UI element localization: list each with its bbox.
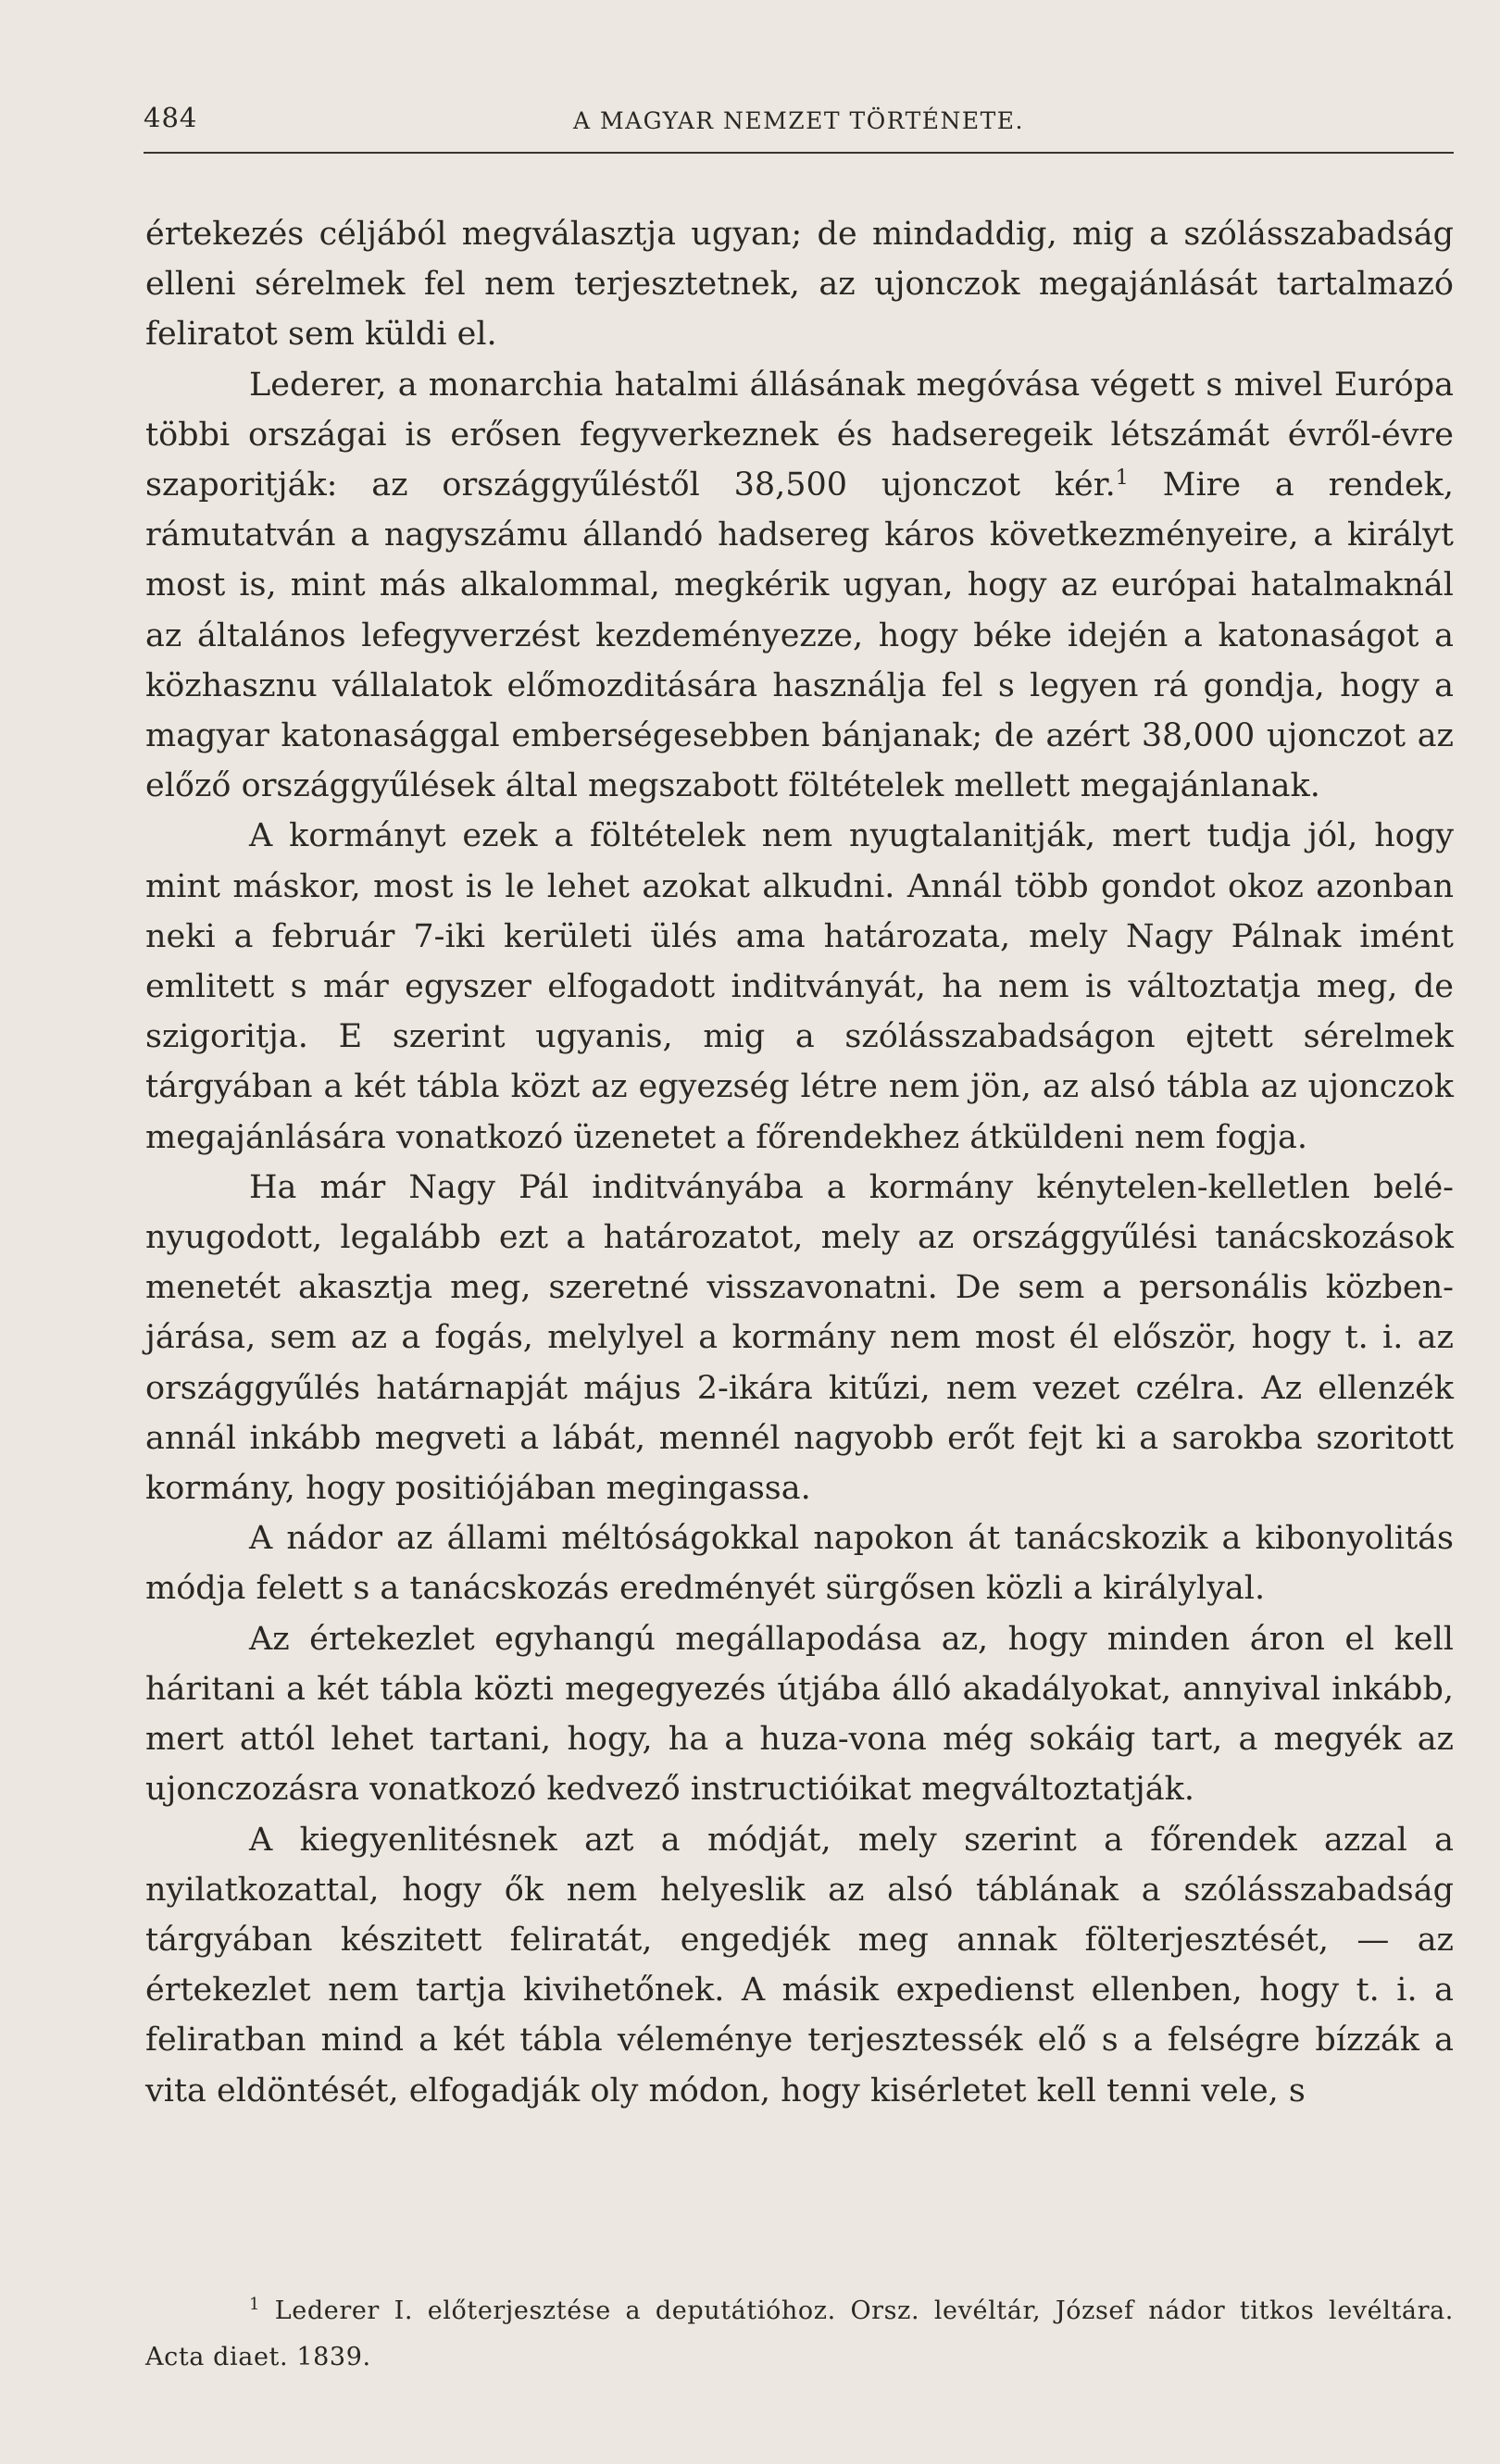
paragraph: Ha már Nagy Pál inditványába a kormány kénytelen-kelletlen belényugodott, legalább ezt a határozatot, mely az országgyűlési tanácskozások menetét akasztja meg, szeretné visszavonatni. De sem a personális közbenjárása, sem az a fogás, melylyel a kormány nem most él először, hogy t. i. az országgyűlés határnapját május 2-ikára kitűzi, nem vezet czélra. Az ellenzék annál inkább megveti a lábát, mennél nagyobb erőt fejt ki a sarokba szoritott kormány, hogy positiójában megingassa. xyxy=(145,1168,1454,1508)
paragraph xyxy=(145,360,1454,812)
running-head xyxy=(144,96,1454,154)
running-title: A MAGYAR NEMZET TÖRTÉNETE. xyxy=(572,107,1024,134)
paragraph: A kiegyenlitésnek azt a módját, mely szerint a főrendek azzal a nyilatkozattal, hogy ők nem helyeslik az alsó táblának a szólásszabadság tárgyában készitett feliratát, engedjék meg annak fölterjesztését, — az értekezlet nem tartja kivihetőnek. A másik expedienst ellenben, hogy t. i. a feliratban mind a két tábla véleménye terjesztessék elő s a felségre bízzák a vita eldöntését, elfogadják oly módon, hogy kisérletet kell tenni vele, s xyxy=(145,1821,1454,2109)
footnote-text: Lederer I. előterjesztése a deputátióhoz. Orsz. levéltár, József nádor titkos levéltára. Acta diaet. 1839. xyxy=(145,2296,1454,2371)
footnote-ref: 1 xyxy=(1115,467,1129,491)
paragraph: értekezés céljából megválasztja ugyan; de mindaddig, mig a szólásszabadság elleni sérelmek fel nem terjesztetnek, az ujonczok megajánlását tartalmazó feliratot sem küldi el. xyxy=(145,216,1454,354)
page-number: 484 xyxy=(144,102,198,133)
paragraph: A nádor az állami méltóságokkal napokon át tanácskozik a kibonyolitás módja felett s a tanácskozás eredményét sürgősen közli a királylyal. xyxy=(145,1520,1454,1608)
paragraph-text: Mire a rendek, rámutatván a nagyszámu állandó hadsereg káros következményeire, a királyt most is, mint más alkalommal, megkérik ugyan, hogy az európai hatalmaknál az általános lefegyverzést kezdeményezze, hogy béke idején a katonaságot a közhasznu vállalatok előmozditására használja fel s legyen rá gondja, hogy a magyar katonasággal emberségesebben bánjanak; de azért 38,000 ujonczot az előző országgyűlések által megszabott föltételek mellett megajánlanak. xyxy=(145,467,1455,805)
footnote xyxy=(145,2288,1454,2381)
paragraph-text: Lederer, a monarchia hatalmi állásának megóvása végett s mivel Európa többi országai is erősen fegyverkeznek és hadseregeik létszámát évről-évre szaporitják: az országgyűléstől 38,500 ujonczot kér. xyxy=(145,366,1454,504)
paragraph: Az értekezlet egyhangú megállapodása az, hogy minden áron el kell háritani a két tábla közti megegyezés útjába álló akadályokat, annyival inkább, mert attól lehet tartani, hogy, ha a huza-vona még sokáig tart, a megyék az ujonczozásra vonatkozó kedvező instructióikat megváltoztatják. xyxy=(145,1620,1454,1809)
paragraph: A kormányt ezek a föltételek nem nyugtalanitják, mert tudja jól, hogy mint máskor, most is le lehet azokat alkudni. Annál több gondot okoz azonban neki a február 7-iki kerületi ülés ama határozata, mely Nagy Pálnak imént emlitett s már egyszer elfogadott inditványát, ha nem is változtatja meg, de szigoritja. E szerint ugyanis, mig a szólásszabadságon ejtett sérelmek tárgyában a két tábla közt az egyezség létre nem jön, az alsó tábla az ujonczok megajánlására vonatkozó üzenetet a főrendekhez átküldeni nem fogja. xyxy=(145,817,1454,1156)
footnote-number: 1 xyxy=(249,2295,261,2314)
body-text xyxy=(145,209,1454,2116)
